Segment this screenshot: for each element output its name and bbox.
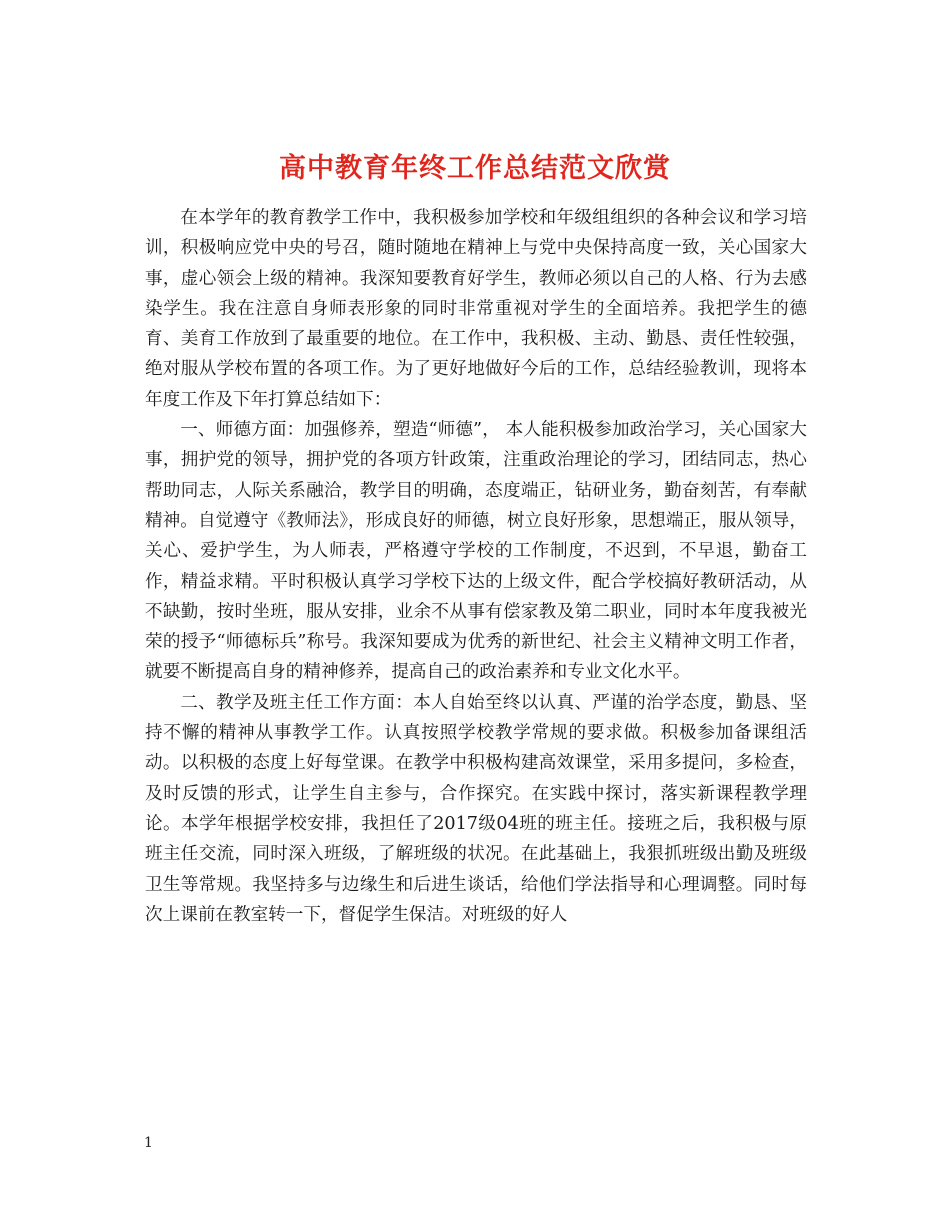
paragraph-intro: 在本学年的教育教学工作中，我积极参加学校和年级组组织的各种会议和学习培训，积极响应党中央的号召，随时随地在精神上与党中央保持高度一致，关心国家大事，虚心领会上级的精神。我深知要教育好学生，教师必须以自己的人格、行为去感染学生。我在注意自身师表形象的同时非常重视对学生的全面培养。我把学生的德育、美育工作放到了最重要的地位。在工作中，我积极、主动、勤恳、责任性较强，绝对服从学校布置的各项工作。为了更好地做好今后的工作，总结经验教训，现将本年度工作及下年打算总结如下： bbox=[145, 208, 807, 410]
paragraph-ethics: 一、师德方面：加强修养，塑造“师德”， 本人能积极参加政治学习，关心国家大事，拥护党的领导，拥护党的各项方针政策，注重政治理论的学习，团结同志，热心帮助同志，人际关系融洽，教学目的明确，态度端正，钻研业务，勤奋刻苦，有奉献精神。自觉遵守《教师法》，形成良好的师德，树立良好形象，思想端正，服从领导，关心、爱护学生，为人师表，严格遵守学校的工作制度，不迟到，不早退，勤奋工作，精益求精。平时积极认真学习学校下达的上级文件，配合学校搞好教研活动，从不缺勤，按时坐班，服从安排，业余不从事有偿家教及第二职业，同时本年度我被光荣的授予“师德标兵”称号。我深知要成为优秀的新世纪、社会主义精神文明工作者，就要不断提高自身的精神修养，提高自己的政治素养和专业文化水平。 bbox=[145, 420, 807, 683]
page-number: 1 bbox=[144, 1135, 153, 1151]
document-body bbox=[145, 203, 807, 930]
document-title: 高中教育年终工作总结范文欣赏 bbox=[279, 153, 671, 185]
paragraph-teaching: 二、教学及班主任工作方面：本人自始至终以认真、严谨的治学态度，勤恳、坚持不懈的精神从事教学工作。认真按照学校教学常规的要求做。积极参加备课组活动。以积极的态度上好每堂课。在教学中积极构建高效课堂，采用多提问，多检查，及时反馈的形式，让学生自主参与，合作探究。在实践中探讨，落实新课程教学理论。本学年根据学校安排，我担任了2017级04班的班主任。接班之后，我积极与原班主任交流，同时深入班级，了解班级的状况。在此基础上，我狠抓班级出勤及班级卫生等常规。我坚持多与边缘生和后进生谈话，给他们学法指导和心理调整。同时每次上课前在教室转一下，督促学生保洁。对班级的好人 bbox=[145, 692, 807, 925]
